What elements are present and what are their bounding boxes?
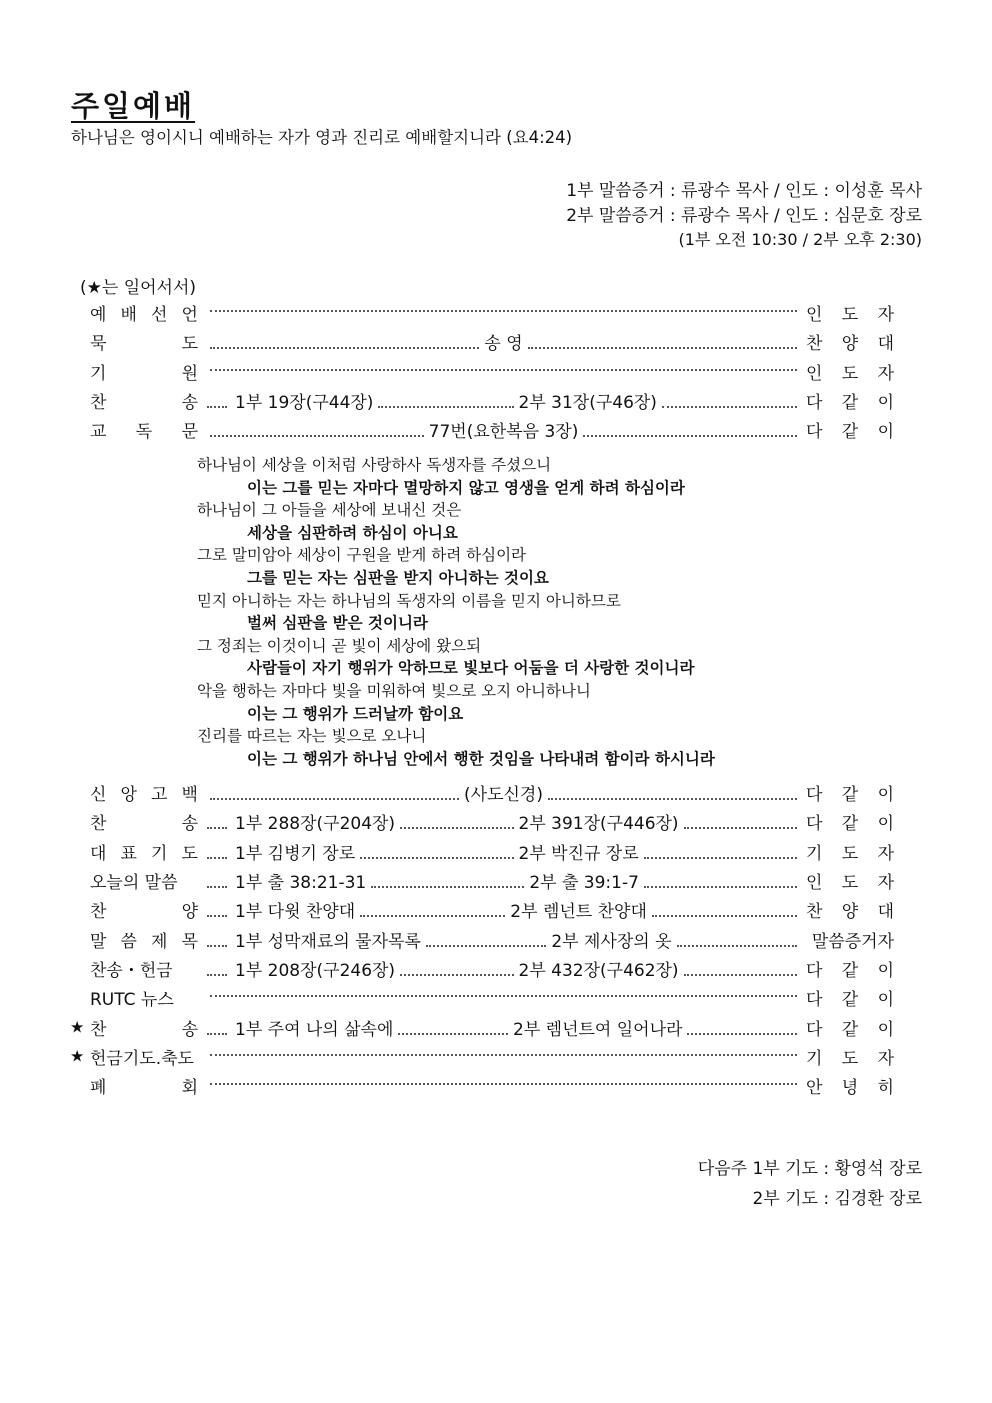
- leader-line: 그 정죄는 이것이니 곧 빛이 세상에 왔으되: [197, 636, 482, 655]
- leader-dots: [207, 1031, 227, 1035]
- order-label-char: 회: [181, 1078, 198, 1099]
- order-detail: 2부 박진규 장로: [518, 843, 639, 864]
- order-label-char: 제: [151, 931, 168, 952]
- order-label-char: 배: [120, 305, 137, 326]
- order-responder-char: 같: [841, 393, 859, 414]
- order-label-char: 표: [120, 843, 137, 864]
- order-responder-char: 같: [841, 814, 859, 835]
- order-label-char: 찬: [90, 902, 107, 923]
- order-responder: [806, 868, 894, 893]
- order-detail: 2부 출 39:1-7: [529, 873, 639, 894]
- leader-dots: [378, 404, 513, 408]
- order-label-char: 말: [90, 931, 107, 952]
- leader-dots: [207, 884, 227, 888]
- standing-note: (★는 일어서서): [80, 278, 197, 298]
- order-content: [205, 956, 802, 981]
- order-content: [205, 780, 802, 805]
- order-responder-char: 다: [806, 814, 823, 835]
- order-label-char: 목: [181, 931, 198, 952]
- leader-line: 진리를 따르는 자는 빛으로 오나니: [197, 727, 427, 746]
- order-detail: 1부 주여 나의 삶속에: [235, 1019, 394, 1040]
- order-detail: 2부 제사장의 옷: [551, 931, 672, 952]
- leader-dots: [652, 913, 797, 917]
- order-content: [205, 388, 802, 413]
- order-label-char: 찬: [90, 393, 107, 414]
- order-label-char: 원: [181, 363, 198, 384]
- order-responder-char: 다: [806, 785, 823, 806]
- order-responder-char: 자: [877, 843, 894, 864]
- order-responder-char: 같: [841, 1019, 859, 1040]
- order-responder: [806, 1015, 894, 1040]
- order-detail: 1부 성막재료의 물자목록: [235, 931, 421, 952]
- order-label: [90, 1073, 198, 1098]
- order-label-char: 대: [90, 843, 107, 864]
- order-label-char: 고: [151, 785, 168, 806]
- order-row: [70, 983, 900, 1012]
- order-label-char: 문: [181, 422, 198, 443]
- order-responder: [806, 1073, 894, 1098]
- order-responder: [806, 839, 894, 864]
- order-responder-char: 이: [877, 1019, 894, 1040]
- scripture-subtitle: 하나님은 영이시니 예배하는 자가 영과 진리로 예배할지니라 (요4:24): [71, 128, 573, 147]
- order-row: [70, 954, 900, 983]
- order-label-char: 송: [181, 393, 198, 414]
- order-responder-char: 인: [806, 873, 823, 894]
- leader-dots: [371, 884, 524, 888]
- order-label-char: 폐: [90, 1078, 107, 1099]
- order-label: [90, 359, 198, 384]
- order-content: [205, 1015, 802, 1040]
- order-row: [70, 895, 900, 924]
- order-label: [90, 780, 198, 805]
- order-row: [70, 837, 900, 866]
- order-responder-char: 이: [877, 393, 894, 414]
- order-label-char: 송: [181, 1019, 198, 1040]
- order-responder-char: 도: [841, 363, 859, 384]
- order-label-char: 찬: [90, 1019, 107, 1040]
- leader-dots: [360, 855, 513, 859]
- order-label-char: RUTC 뉴스: [90, 990, 174, 1011]
- order-row: [70, 1042, 900, 1071]
- order-detail: 송 영: [484, 334, 523, 355]
- order-content: [205, 809, 802, 834]
- order-detail: 2부 렘넌트 찬양대: [510, 902, 647, 923]
- order-responder: [806, 1044, 894, 1069]
- order-label: [90, 1015, 198, 1040]
- leader-line: 하나님이 세상을 이처럼 사랑하사 독생자를 주셨으니: [197, 456, 552, 474]
- order-content: [205, 417, 802, 442]
- order-responder-char: 자: [877, 305, 894, 326]
- order-label: [90, 839, 198, 864]
- order-responder-char: 도: [841, 1048, 859, 1069]
- order-label-char: 예: [90, 305, 107, 326]
- order-responder-char: 도: [841, 873, 859, 894]
- order-label-char: 백: [181, 785, 198, 806]
- order-label-char: 언: [181, 305, 198, 326]
- order-responder-char: 찬: [806, 334, 823, 355]
- congregation-line: 사람들이 자기 행위가 악하므로 빛보다 어둠을 더 사랑한 것이니라: [247, 659, 695, 678]
- standing-star-icon: ★: [70, 1017, 85, 1037]
- preacher-line-1: 1부 말씀증거 : 류광수 목사 / 인도 : 이성훈 목사: [566, 181, 922, 201]
- order-responder: [806, 780, 894, 805]
- order-responder: [806, 897, 894, 922]
- order-row: [70, 357, 900, 386]
- order-detail: 2부 432장(구462장): [518, 960, 679, 981]
- order-content: [205, 868, 802, 893]
- order-label: [90, 300, 198, 325]
- leader-dots: [210, 308, 797, 312]
- order-label: [90, 956, 198, 981]
- leader-dots: [684, 825, 797, 829]
- leader-line: 믿지 아니하는 자는 하나님의 독생자의 이름을 믿지 아니하므로: [197, 591, 621, 610]
- order-content: [205, 367, 802, 376]
- order-label-char: 기: [151, 843, 168, 864]
- order-responder-char: 이: [877, 990, 894, 1011]
- order-responder: [806, 956, 894, 981]
- order-responder: [806, 388, 894, 413]
- order-label-char: 찬송・헌금: [90, 960, 173, 981]
- order-row: [70, 386, 900, 415]
- leader-dots: [207, 943, 227, 947]
- responsive-reading: [197, 454, 837, 770]
- leader-dots: [398, 1031, 508, 1035]
- leader-dots: [684, 972, 797, 976]
- order-content: [205, 927, 802, 952]
- order-label-char: 도: [181, 843, 198, 864]
- order-row: [70, 1071, 900, 1100]
- order-detail: 1부 출 38:21-31: [235, 873, 367, 894]
- order-responder: [806, 985, 894, 1010]
- order-row: [70, 778, 900, 807]
- order-responder-char: 자: [877, 1048, 894, 1069]
- leader-dots: [687, 1031, 797, 1035]
- congregation-line: 이는 그를 믿는 자마다 멸망하지 않고 영생을 얻게 하려 하심이라: [247, 478, 685, 497]
- order-responder-char: 같: [841, 422, 859, 443]
- order-row: [70, 415, 900, 444]
- order-content: [205, 993, 802, 1002]
- order-row: [70, 807, 900, 836]
- order-label-char: 양: [181, 902, 198, 923]
- order-detail: 1부 19장(구44장): [235, 393, 374, 414]
- congregation-line: 벌써 심판을 받은 것이니라: [247, 614, 428, 633]
- order-responder-char: 같: [841, 785, 859, 806]
- order-responder: [806, 329, 894, 354]
- order-label-char: 앙: [120, 785, 137, 806]
- order-label-char: 오늘의 말씀: [90, 873, 178, 894]
- order-content: [205, 897, 802, 922]
- order-label-char: 찬: [90, 814, 107, 835]
- order-detail: 2부 렘넌트여 일어나라: [513, 1019, 683, 1040]
- order-responder-char: 기: [806, 1048, 823, 1069]
- order-row: [70, 327, 900, 356]
- leader-dots: [583, 433, 797, 437]
- order-responder-char: 다: [806, 990, 823, 1011]
- order-responder: [806, 927, 894, 952]
- order-row: [70, 866, 900, 895]
- order-responder-char: 도: [841, 305, 859, 326]
- order-responder: [806, 359, 894, 384]
- leader-dots: [548, 796, 797, 800]
- order-responder-char: 안: [806, 1078, 823, 1099]
- leader-dots: [360, 913, 505, 917]
- order-responder-char: 같: [841, 960, 859, 981]
- congregation-line: 이는 그 행위가 드러날까 함이요: [247, 704, 464, 723]
- order-responder-char: 인: [806, 363, 823, 384]
- congregation-line: 이는 그 행위가 하나님 안에서 행한 것임을 나타내려 함이라 하시니라: [247, 749, 715, 768]
- order-responder-char: 다: [806, 422, 823, 443]
- order-responder: [806, 300, 894, 325]
- order-responder-char: 이: [877, 960, 894, 981]
- order-label-char: 교: [90, 422, 107, 443]
- order-responder-char: 양: [841, 902, 859, 923]
- order-label: [90, 927, 198, 952]
- order-responder-char: 같: [841, 990, 859, 1011]
- order-label-char: 신: [90, 785, 107, 806]
- order-content: [205, 1081, 802, 1090]
- order-detail: 1부 다윗 찬양대: [235, 902, 356, 923]
- order-responder-char: 자: [877, 363, 894, 384]
- order-responder-char: 인: [806, 305, 823, 326]
- leader-dots: [210, 345, 479, 349]
- order-label: [90, 809, 198, 834]
- leader-dots: [644, 884, 797, 888]
- leader-dots: [426, 943, 547, 947]
- order-label-char: 독: [135, 422, 153, 443]
- leader-dots: [210, 1081, 797, 1085]
- order-responder-char: 양: [841, 334, 859, 355]
- order-detail: 1부 208장(구246장): [235, 960, 396, 981]
- order-responder-char: 이: [877, 422, 894, 443]
- order-responder-char: 찬: [806, 902, 823, 923]
- order-label-char: 묵: [90, 334, 107, 355]
- congregation-line: 세상을 심판하려 하심이 아니요: [247, 523, 458, 542]
- order-responder-char: 다: [806, 960, 823, 981]
- order-responder-char: 말씀증거자: [811, 931, 894, 952]
- leader-dots: [207, 972, 227, 976]
- leader-line: 하나님이 그 아들을 세상에 보내신 것은: [197, 501, 462, 520]
- order-content: [205, 1052, 802, 1061]
- next-week-line-2: 2부 기도 : 김경환 장로: [752, 1188, 922, 1209]
- leader-dots: [644, 855, 797, 859]
- preacher-info: [566, 179, 922, 253]
- order-label: [90, 417, 198, 442]
- leader-dots: [400, 825, 513, 829]
- order-content: [205, 839, 802, 864]
- service-times: (1부 오전 10:30 / 2부 오후 2:30): [678, 230, 922, 249]
- leader-dots: [528, 345, 797, 349]
- order-content: [205, 329, 802, 354]
- order-label: [90, 1044, 198, 1069]
- order-label-char: 헌금기도.축도: [90, 1048, 194, 1069]
- leader-dots: [207, 855, 227, 859]
- order-responder-char: 대: [877, 902, 894, 923]
- order-responder-char: 다: [806, 1019, 823, 1040]
- order-detail: 1부 김병기 장로: [235, 843, 356, 864]
- worship-order-top: [70, 298, 900, 444]
- order-responder-char: 자: [877, 873, 894, 894]
- order-detail: (사도신경): [464, 785, 543, 806]
- order-detail: 77번(요한복음 3장): [428, 422, 579, 443]
- order-responder-char: 대: [877, 334, 894, 355]
- order-label: [90, 985, 198, 1010]
- leader-dots: [662, 404, 797, 408]
- standing-star-icon: ★: [70, 1046, 85, 1066]
- order-responder-char: 히: [877, 1078, 894, 1099]
- leader-dots: [210, 796, 459, 800]
- order-label-char: 송: [181, 814, 198, 835]
- order-label-char: 기: [90, 363, 107, 384]
- leader-dots: [210, 433, 424, 437]
- leader-dots: [400, 972, 513, 976]
- order-label: [90, 329, 198, 354]
- leader-line: 악을 행하는 자마다 빛을 미워하여 빛으로 오지 아니하나니: [197, 681, 591, 700]
- order-responder-char: 이: [877, 785, 894, 806]
- order-responder-char: 다: [806, 393, 823, 414]
- order-responder-char: 기: [806, 843, 823, 864]
- order-label: [90, 388, 198, 413]
- preacher-line-2: 2부 말씀증거 : 류광수 목사 / 인도 : 심문호 장로: [566, 205, 922, 226]
- order-responder: [806, 417, 894, 442]
- leader-dots: [210, 993, 797, 997]
- leader-dots: [210, 1052, 797, 1056]
- order-label: [90, 868, 198, 893]
- leader-dots: [207, 404, 227, 408]
- leader-dots: [207, 825, 227, 829]
- leader-dots: [207, 913, 227, 917]
- page-title: 주일예배: [71, 89, 196, 123]
- next-week-prayer: [698, 1155, 922, 1214]
- order-detail: 1부 288장(구204장): [235, 814, 396, 835]
- order-responder-char: 도: [841, 843, 859, 864]
- worship-order-bottom: [70, 778, 900, 1100]
- order-responder-char: 이: [877, 814, 894, 835]
- order-content: [205, 308, 802, 317]
- order-label: [90, 897, 198, 922]
- leader-dots: [677, 943, 798, 947]
- order-responder: [806, 809, 894, 834]
- leader-line: 그로 말미암아 세상이 구원을 받게 하려 하심이라: [197, 546, 527, 565]
- order-responder-char: 녕: [841, 1078, 859, 1099]
- congregation-line: 그를 믿는 자는 심판을 받지 아니하는 것이요: [247, 568, 549, 587]
- order-label-char: 도: [181, 334, 198, 355]
- order-row: [70, 298, 900, 327]
- order-detail: 2부 31장(구46장): [518, 393, 657, 414]
- leader-dots: [210, 367, 797, 371]
- order-row: [70, 1012, 900, 1041]
- next-week-line-1: 다음주 1부 기도 : 황영석 장로: [697, 1159, 922, 1179]
- order-label-char: 선: [151, 305, 168, 326]
- order-row: [70, 924, 900, 953]
- order-label-char: 씀: [120, 931, 137, 952]
- order-detail: 2부 391장(구446장): [518, 814, 679, 835]
